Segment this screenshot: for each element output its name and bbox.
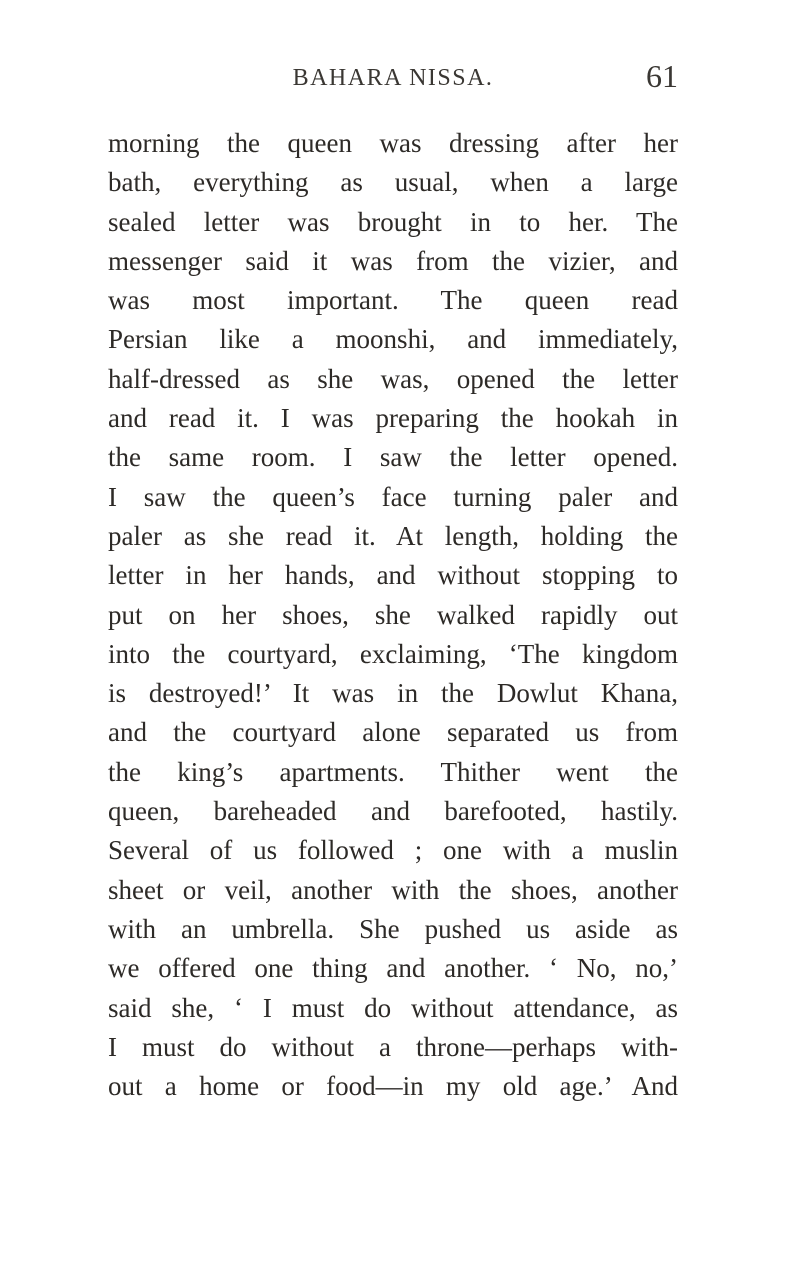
body-text xyxy=(108,124,678,1106)
page-number: 61 xyxy=(646,58,678,94)
text-line: I must do without a throne—perhaps with- xyxy=(108,1031,678,1062)
text-line: we offered one thing and another. ‘ No, no,’ xyxy=(108,953,678,984)
text-line: said she, ‘ I must do without attendance, as xyxy=(108,992,678,1023)
text-line: put on her shoes, she walked rapidly out xyxy=(108,599,678,630)
text-line: queen, bareheaded and barefooted, hastily. xyxy=(108,796,678,827)
text-line: Persian like a moonshi, and immediately, xyxy=(108,324,678,355)
text-line: was most important. The queen read xyxy=(108,285,678,316)
text-line: out a home or food—in my old age.’ And xyxy=(108,1071,678,1102)
text-line: half-dressed as she was, opened the letter xyxy=(108,363,678,394)
text-line: and the courtyard alone separated us from xyxy=(108,717,678,748)
text-line: with an umbrella. She pushed us aside as xyxy=(108,913,678,944)
text-line: sealed letter was brought in to her. The xyxy=(108,206,678,237)
text-line: letter in her hands, and without stopping to xyxy=(108,560,678,591)
text-line: morning the queen was dressing after her xyxy=(108,128,678,158)
text-line: into the courtyard, exclaiming, ‘The kingdom xyxy=(108,638,678,669)
text-line: I saw the queen’s face turning paler and xyxy=(108,481,678,512)
text-line: Several of us followed ; one with a muslin xyxy=(108,835,678,866)
text-line: and read it. I was preparing the hookah in xyxy=(108,403,678,434)
text-line: sheet or veil, another with the shoes, another xyxy=(108,874,678,905)
text-line: paler as she read it. At length, holding the xyxy=(108,520,678,551)
text-line: the same room. I saw the letter opened. xyxy=(108,442,678,473)
running-title: BAHARA NISSA. xyxy=(292,65,494,91)
text-line: is destroyed!’ It was in the Dowlut Khana, xyxy=(108,678,678,709)
text-line: bath, everything as usual, when a large xyxy=(108,167,678,198)
text-line: messenger said it was from the vizier, and xyxy=(108,245,678,276)
running-head xyxy=(108,58,678,98)
text-line: the king’s apartments. Thither went the xyxy=(108,756,678,787)
